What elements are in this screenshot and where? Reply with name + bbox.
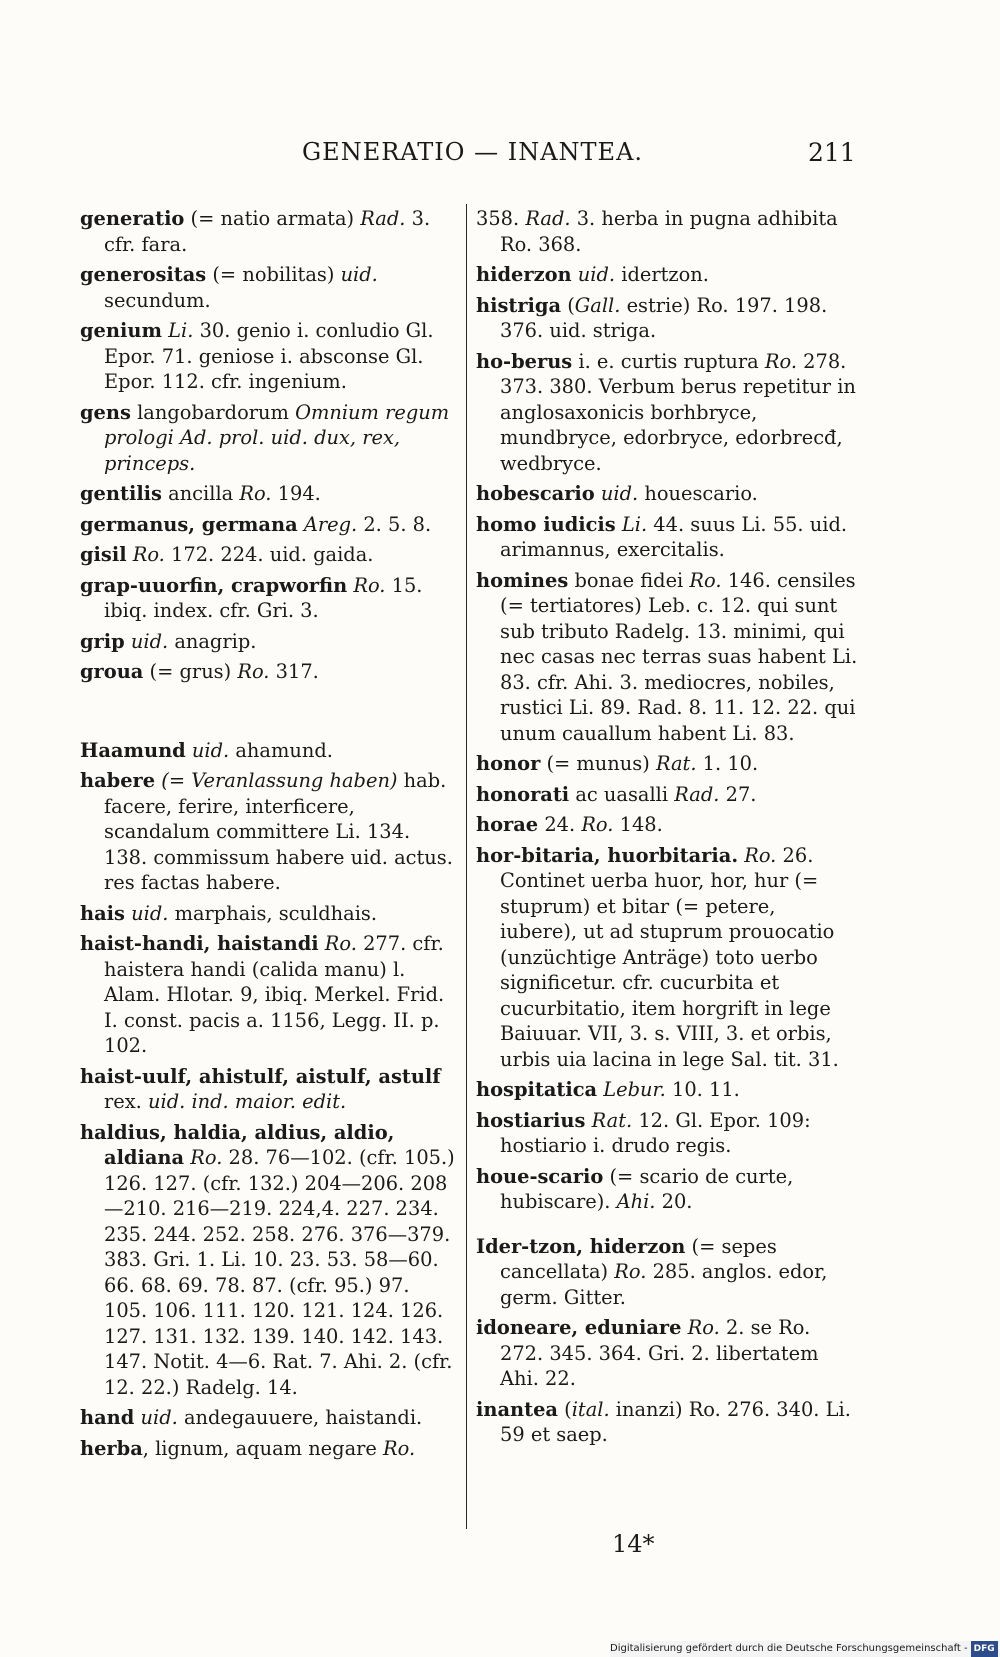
page-header [0, 138, 1000, 178]
signature-mark: 14* [612, 1530, 655, 1558]
column-divider [466, 204, 467, 1529]
entry-horae: horae 24. Ro. 148. [476, 813, 663, 836]
entry-honor: honor (= munus) Rat. 1. 10. [476, 752, 759, 775]
entry-gisil: gisil Ro. 172. 224. uid. gaida. [80, 543, 374, 566]
entry-groua: groua (= grus) Ro. 317. [80, 660, 319, 683]
left-column [80, 206, 458, 1466]
section-gap [80, 690, 458, 738]
entry-hais: hais uid. marphais, sculdhais. [80, 901, 378, 925]
entry-herba: herba, lignum, aquam negare Ro. [80, 1436, 416, 1460]
entry-hand: hand uid. andegauuere, haistandi. [80, 1406, 423, 1429]
entry-histriga: histriga (Gall. estrie) Ro. 197. 198. 376. uid. striga. [476, 293, 828, 342]
entry-herba-continued: 358. Rad. 3. herba in pugna adhibita Ro. 368. [476, 207, 838, 256]
running-title: GENERATIO — INANTEA. [302, 138, 644, 166]
entry-haamund: Haamund uid. ahamund. [80, 738, 333, 762]
entry-gens: gens langobardorum Omnium regum prologi Ad. prol. uid. dux, rex, princeps. [80, 400, 450, 475]
entry-haist-handi: haist-handi, haistandi Ro. 277. cfr. haistera handi (calida manu) l. Alam. Hlotar. 9, ibiq. Merkel. Frid. I. const. pacis a. 1156, Legg. II. p. 102. [80, 932, 445, 1057]
section-gap [476, 1220, 858, 1234]
entry-inantea: inantea (ital. inanzi) Ro. 276. 340. Li. 59 et saep. [476, 1397, 851, 1446]
entry-hostiarius: hostiarius Rat. 12. Gl. Epor. 109: hostiario i. drudo regis. [476, 1108, 811, 1157]
entry-grap-uuorfin: grap-uuorfin, crapworfin Ro. 15. ibiq. index. cfr. Gri. 3. [80, 573, 423, 622]
entry-haldius: haldius, haldia, aldius, aldio, aldiana Ro. 28. 76—102. (cfr. 105.) 126. 127. (cfr. 132.) 204—206. 208—210. 216—219. 224,4. 227. 234. 235. 244. 252. 258. 276. 376—379. 383. Gri. 1. Li. 10. 23. 53. 58—60. 66. 68. 69. 78. 87. (cfr. 95.) 97. 105. 106. 111. 120. 121. 124. 126. 127. 131. 132. 139. 140. 142. 143. 147. Notit. 4—6. Rat. 7. Ahi. 2. (cfr. 12. 22.) Radelg. 14. [80, 1120, 455, 1399]
entry-gentilis: gentilis ancilla Ro. 194. [80, 482, 321, 505]
dfg-logo: DFG [971, 1641, 998, 1657]
entry-generositas: generositas (= nobilitas) uid. secundum. [80, 263, 378, 312]
digitization-footer [610, 1641, 1000, 1657]
right-column [476, 206, 858, 1453]
entry-germanus: germanus, germana Areg. 2. 5. 8. [80, 512, 432, 536]
entry-hiderzon: hiderzon uid. idertzon. [476, 263, 709, 286]
entry-generatio: generatio (= natio armata) Rad. 3. cfr. fara. [80, 207, 431, 256]
entry-homines: homines bonae fidei Ro. 146. censiles (= tertiatores) Leb. c. 12. qui sunt sub tributo Radelg. 13. minimi, qui nec casas nec terras suas habent Li. 83. cfr. Ahi. 3. mediocres, nobiles, rustici Li. 89. Rad. 8. 11. 12. 22. qui unum cauallum habent Li. 83. [476, 568, 858, 745]
entry-habere: habere (= Veranlassung haben) hab. facere, ferire, interficere, scandalum committere Li. 134. 138. commissum habere uid. actus. res factas habere. [80, 769, 453, 894]
entry-ider-tzon: Ider-tzon, hiderzon (= sepes cancellata) Ro. 285. anglos. edor, germ. Gitter. [476, 1234, 828, 1309]
entry-honorati: honorati ac uasalli Rad. 27. [476, 782, 757, 806]
entry-hobescario: hobescario uid. houescario. [476, 482, 758, 505]
entry-haist-uulf: haist-uulf, ahistulf, aistulf, astulf rex. uid. ind. maior. edit. [80, 1064, 441, 1113]
entry-hospitatica: hospitatica Lebur. 10. 11. [476, 1078, 740, 1101]
entry-idoneare: idoneare, eduniare Ro. 2. se Ro. 272. 345. 364. Gri. 2. libertatem Ahi. 22. [476, 1316, 819, 1390]
entry-homo-iudicis: homo iudicis Li. 44. suus Li. 55. uid. arimannus, exercitalis. [476, 512, 848, 561]
entry-houe-scario: houe-scario (= scario de curte, hubiscare). Ahi. 20. [476, 1164, 794, 1213]
page-number: 211 [808, 138, 856, 167]
footer-text: Digitalisierung gefördert durch die Deutsche Forschungsgemeinschaft - [610, 1643, 968, 1654]
entry-genium: genium Li. 30. genio i. conludio Gl. Epor. 71. geniose i. absconse Gl. Epor. 112. cfr. ingenium. [80, 319, 434, 393]
entry-ho-berus: ho-berus i. e. curtis ruptura Ro. 278. 373. 380. Verbum berus repetitur in anglosaxonicis borhbryce, mundbryce, edorbryce, edorbrecđ, wedbryce. [476, 349, 856, 475]
entry-hor-bitaria: hor-bitaria, huorbitaria. Ro. 26. Continet uerba huor, hor, hur (= stuprum) et bitar (= petere, iubere), ut ad stuprum prouocatio (unzüchtige Anträge) toto uerbo significetur. cfr. cucurbita et cucurbitatio, item horgrift in lege Baiuuar. VII, 3. s. VIII, 3. et orbis, urbis uia lacina in lege Sal. tit. 31. [476, 843, 839, 1071]
entry-grip: grip uid. anagrip. [80, 629, 257, 653]
